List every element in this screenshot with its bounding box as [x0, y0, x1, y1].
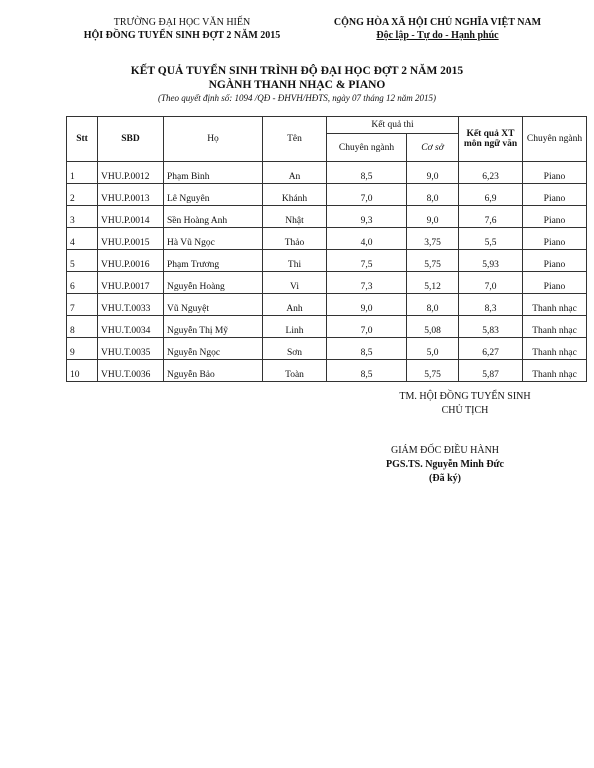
council-name: HỘI ĐỒNG TUYỂN SINH ĐỢT 2 NĂM 2015 — [83, 30, 281, 41]
cell-sbd: VHU.P.0017 — [98, 272, 164, 294]
cell-major: Piano — [523, 206, 587, 228]
signature-director-name: PGS.TS. Nguyễn Minh Đức — [386, 459, 504, 470]
cell-base-score: 3,75 — [407, 228, 459, 250]
cell-stt: 1 — [67, 162, 98, 184]
republic-name: CỘNG HÒA XÃ HỘI CHỦ NGHĨA VIỆT NAM — [333, 17, 542, 28]
cell-stt: 8 — [67, 316, 98, 338]
cell-sbd: VHU.P.0012 — [98, 162, 164, 184]
cell-literature-score: 5,83 — [459, 316, 523, 338]
table-row — [67, 360, 587, 382]
cell-major-score: 9,0 — [327, 294, 407, 316]
cell-ten: Sơn — [263, 338, 327, 360]
cell-major: Thanh nhạc — [523, 316, 587, 338]
cell-major-score: 8,5 — [327, 162, 407, 184]
national-motto: Độc lập - Tự do - Hạnh phúc — [376, 30, 499, 41]
table-row — [67, 338, 587, 360]
cell-major-score: 7,0 — [327, 316, 407, 338]
cell-ho: Nguyễn Ngọc — [164, 338, 263, 360]
cell-ho: Lê Nguyên — [164, 184, 263, 206]
cell-literature-score: 5,87 — [459, 360, 523, 382]
cell-literature-score: 6,9 — [459, 184, 523, 206]
table-row — [67, 294, 587, 316]
cell-literature-score: 5,93 — [459, 250, 523, 272]
document-title: KẾT QUẢ TUYỂN SINH TRÌNH ĐỘ ĐẠI HỌC ĐỢT 2 NĂM 2015 — [130, 65, 464, 77]
cell-ho: Vũ Nguyệt — [164, 294, 263, 316]
document-subtitle: NGÀNH THANH NHẠC & PIANO — [208, 79, 386, 91]
cell-literature-score: 6,23 — [459, 162, 523, 184]
cell-sbd: VHU.T.0036 — [98, 360, 164, 382]
col-header-literature-result: Kết quả XT môn ngữ văn — [459, 117, 523, 162]
signature-chair-title: CHỦ TỊCH — [441, 405, 489, 416]
signature-director — [360, 444, 530, 486]
cell-sbd: VHU.P.0015 — [98, 228, 164, 250]
cell-major-score: 7,5 — [327, 250, 407, 272]
col-header-major: Chuyên ngành — [523, 117, 587, 162]
cell-base-score: 5,0 — [407, 338, 459, 360]
col-header-sbd: SBD — [98, 117, 164, 162]
cell-major: Thanh nhạc — [523, 294, 587, 316]
cell-stt: 10 — [67, 360, 98, 382]
col-header-stt: Stt — [67, 117, 98, 162]
cell-base-score: 5,12 — [407, 272, 459, 294]
signature-council-title: TM. HỘI ĐỒNG TUYỂN SINH — [399, 391, 531, 402]
cell-base-score: 8,0 — [407, 184, 459, 206]
col-header-ho: Họ — [164, 117, 263, 162]
cell-sbd: VHU.P.0016 — [98, 250, 164, 272]
cell-major-score: 8,5 — [327, 338, 407, 360]
table-row — [67, 206, 587, 228]
cell-ten: Linh — [263, 316, 327, 338]
cell-literature-score: 5,5 — [459, 228, 523, 250]
cell-stt: 6 — [67, 272, 98, 294]
cell-stt: 3 — [67, 206, 98, 228]
cell-ten: Khánh — [263, 184, 327, 206]
cell-literature-score: 8,3 — [459, 294, 523, 316]
cell-sbd: VHU.P.0013 — [98, 184, 164, 206]
cell-ten: Anh — [263, 294, 327, 316]
cell-base-score: 9,0 — [407, 206, 459, 228]
cell-ten: Thi — [263, 250, 327, 272]
cell-major: Piano — [523, 184, 587, 206]
col-header-major-score: Chuyên ngành — [327, 134, 407, 162]
institution-header — [62, 16, 302, 42]
cell-ho: Nguyễn Bảo — [164, 360, 263, 382]
cell-ten: Nhật — [263, 206, 327, 228]
cell-ho: Nguyễn Thị Mỹ — [164, 316, 263, 338]
university-name: TRƯỜNG ĐẠI HỌC VĂN HIẾN — [113, 17, 251, 28]
cell-major: Piano — [523, 272, 587, 294]
col-header-exam-results: Kết quả thi — [327, 117, 459, 134]
cell-ho: Phạm Trương — [164, 250, 263, 272]
cell-literature-score: 6,27 — [459, 338, 523, 360]
cell-major-score: 7,0 — [327, 184, 407, 206]
cell-sbd: VHU.P.0014 — [98, 206, 164, 228]
cell-stt: 5 — [67, 250, 98, 272]
cell-base-score: 5,75 — [407, 360, 459, 382]
cell-major-score: 4,0 — [327, 228, 407, 250]
cell-ho: Hà Vũ Ngọc — [164, 228, 263, 250]
table-row — [67, 272, 587, 294]
cell-sbd: VHU.T.0034 — [98, 316, 164, 338]
cell-major-score: 8,5 — [327, 360, 407, 382]
cell-base-score: 5,75 — [407, 250, 459, 272]
decision-reference: (Theo quyết định số: 1094 /QĐ - ĐHVH/HĐTS, ngày 07 tháng 12 năm 2015) — [158, 93, 436, 103]
document-title-block — [0, 64, 594, 105]
cell-major: Piano — [523, 228, 587, 250]
cell-major-score: 9,3 — [327, 206, 407, 228]
cell-stt: 4 — [67, 228, 98, 250]
cell-sbd: VHU.T.0035 — [98, 338, 164, 360]
cell-ho: Sền Hoàng Anh — [164, 206, 263, 228]
table-row — [67, 250, 587, 272]
cell-major: Thanh nhạc — [523, 360, 587, 382]
cell-literature-score: 7,0 — [459, 272, 523, 294]
cell-ten: Thảo — [263, 228, 327, 250]
cell-major: Piano — [523, 162, 587, 184]
signature-signed-note: (Đã ký) — [429, 473, 461, 484]
cell-stt: 7 — [67, 294, 98, 316]
signature-director-title: GIÁM ĐỐC ĐIỀU HÀNH — [390, 445, 500, 456]
cell-ho: Phạm Bình — [164, 162, 263, 184]
national-header — [300, 16, 575, 42]
table-header-row — [67, 117, 587, 134]
cell-ho: Nguyễn Hoàng — [164, 272, 263, 294]
table-row — [67, 184, 587, 206]
results-table — [66, 116, 587, 382]
table-row — [67, 162, 587, 184]
col-header-ten: Tên — [263, 117, 327, 162]
cell-base-score: 9,0 — [407, 162, 459, 184]
cell-major: Thanh nhạc — [523, 338, 587, 360]
cell-stt: 9 — [67, 338, 98, 360]
cell-stt: 2 — [67, 184, 98, 206]
signature-council — [370, 390, 560, 418]
table-row — [67, 228, 587, 250]
cell-major-score: 7,3 — [327, 272, 407, 294]
cell-literature-score: 7,6 — [459, 206, 523, 228]
table-row — [67, 316, 587, 338]
cell-major: Piano — [523, 250, 587, 272]
cell-ten: Toàn — [263, 360, 327, 382]
col-header-base-score: Cơ sở — [407, 134, 459, 162]
cell-base-score: 5,08 — [407, 316, 459, 338]
cell-base-score: 8,0 — [407, 294, 459, 316]
cell-ten: An — [263, 162, 327, 184]
cell-sbd: VHU.T.0033 — [98, 294, 164, 316]
cell-ten: Vi — [263, 272, 327, 294]
